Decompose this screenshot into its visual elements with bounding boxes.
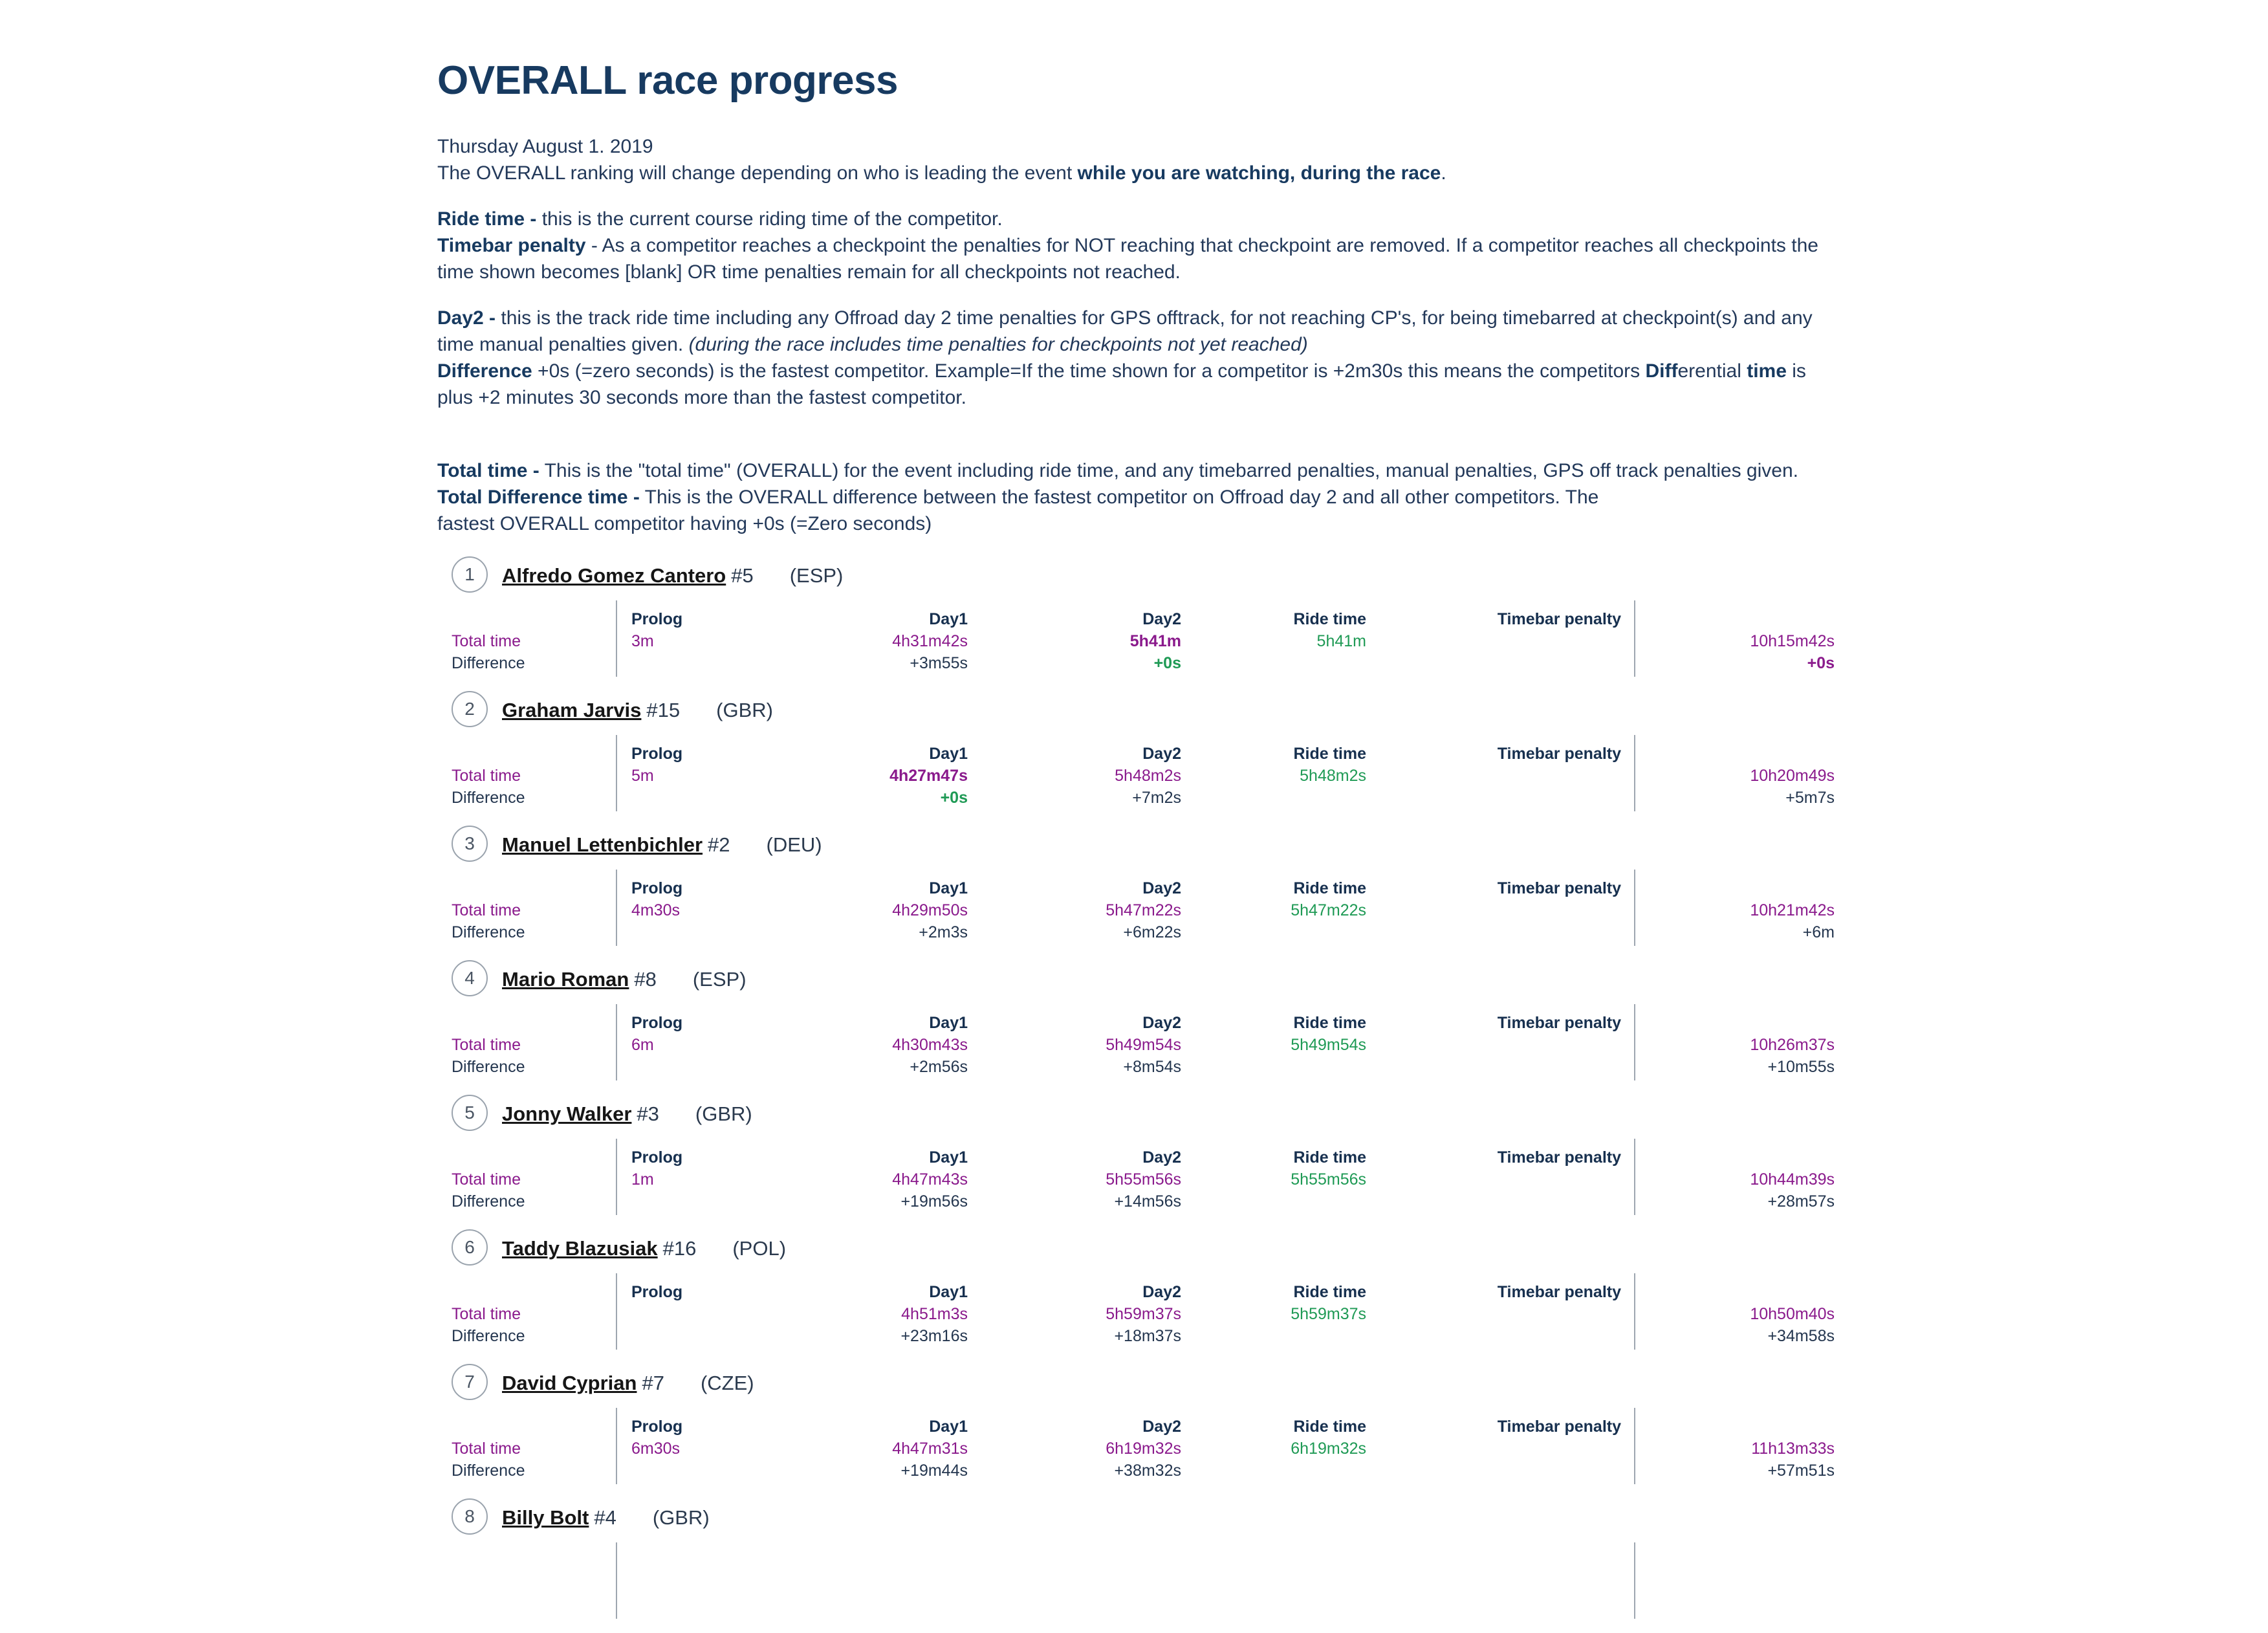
rider-entry — [437, 1229, 1841, 1364]
total-difference-value: +6m — [1802, 923, 1835, 941]
rider-heading — [502, 697, 773, 723]
difference-label: Difference — [452, 1058, 525, 1076]
day1-header: Day1 — [929, 1148, 968, 1167]
rider-entry — [437, 1364, 1841, 1498]
rider-country: (ESP) — [692, 968, 747, 991]
day1-difference: +2m56s — [910, 1058, 968, 1076]
rider-heading — [502, 967, 747, 992]
rider-country: (POL) — [732, 1237, 787, 1260]
rank-badge: 3 — [452, 826, 488, 862]
divider — [1634, 1542, 1635, 1619]
rider-number: #8 — [634, 968, 657, 991]
ride-time-value: 5h59m37s — [1291, 1305, 1366, 1323]
rider-heading — [502, 563, 843, 589]
rider-results — [437, 1408, 1841, 1484]
rank-badge: 2 — [452, 691, 488, 727]
total-time-value: 10h26m37s — [1750, 1036, 1835, 1054]
rank-badge: 5 — [452, 1095, 488, 1131]
day1-value: 4h29m50s — [892, 901, 968, 919]
total-time-value: 10h21m42s — [1750, 901, 1835, 919]
day2-difference: +14m56s — [1114, 1192, 1181, 1211]
rider-name-link[interactable]: Alfredo Gomez Cantero — [502, 564, 726, 587]
page — [437, 52, 1841, 1633]
ride-time-header: Ride time — [1293, 1418, 1366, 1436]
ride-time-text: this is the current course riding time of the competitor. — [536, 208, 1003, 230]
rider-entry — [437, 826, 1841, 960]
day1-value: 4h47m43s — [892, 1170, 968, 1189]
rider-country: (CZE) — [700, 1372, 754, 1394]
day2-definition — [437, 305, 1841, 411]
ride-time-header: Ride time — [1293, 1014, 1366, 1032]
day2-value: 5h55m56s — [1106, 1170, 1181, 1189]
difference-text-2: erential — [1677, 360, 1747, 382]
total-time-label: Total time — [452, 901, 521, 919]
ride-time-header: Ride time — [1293, 1148, 1366, 1167]
prolog-header: Prolog — [631, 745, 683, 763]
rider-name-link[interactable]: David Cyprian — [502, 1372, 637, 1394]
day2-difference: +8m54s — [1123, 1058, 1181, 1076]
ride-time-value: 5h49m54s — [1291, 1036, 1366, 1054]
difference-label: Difference — [452, 923, 525, 941]
day2-header: Day2 — [1142, 1148, 1181, 1167]
total-time-text: This is the "total time" (OVERALL) for the event including ride time, and any timebarred penalties, manual penalties, GPS off track penalties given. — [539, 460, 1798, 481]
prolog-value: 6m — [631, 1036, 654, 1054]
total-diff-text: This is the OVERALL difference between the fastest competitor on Offroad day 2 and all other competitors. The — [639, 487, 1599, 508]
divider — [616, 600, 617, 677]
timebar-header: Timebar penalty — [1497, 879, 1621, 897]
prolog-value: 3m — [631, 632, 654, 650]
ride-time-value: 5h41m — [1316, 632, 1366, 650]
prolog-value: 1m — [631, 1170, 654, 1189]
difference-text: +0s (=zero seconds) is the fastest competitor. Example=If the time shown for a competitor is +2m30s this means the competitors — [532, 360, 1646, 382]
day2-header: Day2 — [1142, 1418, 1181, 1436]
day1-value: 4h27m47s — [889, 767, 968, 785]
difference-bold-2: time — [1747, 360, 1787, 382]
day2-value: 5h59m37s — [1106, 1305, 1181, 1323]
rider-results — [437, 600, 1841, 677]
rider-number: #3 — [637, 1102, 659, 1125]
prolog-header: Prolog — [631, 1418, 683, 1436]
day1-header: Day1 — [929, 745, 968, 763]
timebar-header: Timebar penalty — [1497, 745, 1621, 763]
day1-difference: +19m44s — [900, 1462, 968, 1480]
rider-results — [437, 1139, 1841, 1215]
rider-results — [437, 1004, 1841, 1080]
rider-country: (GBR) — [716, 699, 773, 721]
ride-time-definition — [437, 206, 1841, 285]
divider — [616, 1542, 617, 1619]
ride-time-value: 6h19m32s — [1291, 1440, 1366, 1458]
rider-heading — [502, 1505, 710, 1531]
rider-name-link[interactable]: Graham Jarvis — [502, 699, 642, 721]
difference-bold: Diff — [1645, 360, 1678, 382]
day1-header: Day1 — [929, 610, 968, 628]
total-time-value: 11h13m33s — [1751, 1440, 1835, 1458]
day2-value: 6h19m32s — [1106, 1440, 1181, 1458]
day1-value: 4h51m3s — [901, 1305, 968, 1323]
divider — [616, 1004, 617, 1080]
difference-label: Difference — [452, 1327, 525, 1345]
timebar-header: Timebar penalty — [1497, 1148, 1621, 1167]
day2-header: Day2 — [1142, 1014, 1181, 1032]
total-difference-value: +10m55s — [1767, 1058, 1835, 1076]
rank-badge: 6 — [452, 1229, 488, 1266]
timebar-text: - As a competitor reaches a checkpoint the penalties for NOT reaching that checkpoint are removed. If a competitor reaches all checkpoints the time shown becomes [blank] OR time penalties remain for all checkpoints not reached. — [437, 235, 1818, 283]
rider-name-link[interactable]: Mario Roman — [502, 968, 629, 991]
divider — [616, 1273, 617, 1350]
ride-time-header: Ride time — [1293, 745, 1366, 763]
ranking-end: . — [1441, 162, 1446, 184]
prolog-header: Prolog — [631, 1148, 683, 1167]
timebar-header: Timebar penalty — [1497, 1283, 1621, 1301]
rider-name-link[interactable]: Manuel Lettenbichler — [502, 833, 703, 856]
day2-difference: +0s — [1153, 654, 1181, 672]
intro — [437, 133, 1841, 537]
day2-value: 5h47m22s — [1106, 901, 1181, 919]
day2-italic: (during the race includes time penalties for checkpoints not yet reached) — [688, 334, 1308, 355]
rider-name-link[interactable]: Taddy Blazusiak — [502, 1237, 658, 1260]
total-time-value: 10h50m40s — [1750, 1305, 1835, 1323]
timebar-term: Timebar penalty — [437, 235, 586, 256]
total-time-term: Total time - — [437, 460, 540, 481]
day2-value: 5h41m — [1129, 632, 1181, 650]
rider-results — [437, 735, 1841, 811]
page-title: OVERALL race progress — [437, 58, 898, 103]
rider-number: #16 — [662, 1237, 697, 1260]
total-diff-term: Total Difference time - — [437, 487, 640, 508]
total-time-value: 10h20m49s — [1750, 767, 1835, 785]
day1-difference: +19m56s — [900, 1192, 968, 1211]
day1-header: Day1 — [929, 1283, 968, 1301]
day2-difference: +6m22s — [1123, 923, 1181, 941]
day1-difference: +3m55s — [910, 654, 968, 672]
day2-header: Day2 — [1142, 745, 1181, 763]
difference-term: Difference — [437, 360, 532, 382]
prolog-header: Prolog — [631, 879, 683, 897]
day2-value: 5h48m2s — [1115, 767, 1181, 785]
rider-name-link[interactable]: Billy Bolt — [502, 1506, 589, 1529]
rider-entry — [437, 691, 1841, 826]
total-time-label: Total time — [452, 1170, 521, 1189]
total-time-value: 10h15m42s — [1750, 632, 1835, 650]
divider — [616, 735, 617, 811]
prolog-header: Prolog — [631, 610, 683, 628]
day1-difference: +0s — [940, 789, 968, 807]
day2-header: Day2 — [1142, 1283, 1181, 1301]
day1-header: Day1 — [929, 879, 968, 897]
rank-badge: 1 — [452, 556, 488, 593]
rider-number: #2 — [708, 833, 730, 856]
rank-badge: 7 — [452, 1364, 488, 1400]
rider-entry — [437, 1095, 1841, 1229]
ride-time-header: Ride time — [1293, 1283, 1366, 1301]
timebar-header: Timebar penalty — [1497, 1418, 1621, 1436]
rider-country: (GBR) — [652, 1506, 710, 1529]
rank-badge: 4 — [452, 960, 488, 996]
ride-time-value: 5h55m56s — [1291, 1170, 1366, 1189]
difference-label: Difference — [452, 1192, 525, 1211]
rider-country: (DEU) — [766, 833, 822, 856]
ride-time-value: 5h47m22s — [1291, 901, 1366, 919]
total-difference-value: +28m57s — [1767, 1192, 1835, 1211]
rider-country: (GBR) — [695, 1102, 752, 1125]
ride-time-value: 5h48m2s — [1300, 767, 1366, 785]
rider-heading — [502, 1236, 786, 1262]
prolog-value: 6m30s — [631, 1440, 681, 1458]
rider-list — [437, 556, 1841, 1633]
event-date: Thursday August 1. 2019 — [437, 136, 653, 157]
total-time-label: Total time — [452, 632, 521, 650]
total-time-value: 10h44m39s — [1750, 1170, 1835, 1189]
rider-number: #4 — [594, 1506, 616, 1529]
intro-date-block — [437, 133, 1841, 186]
prolog-header: Prolog — [631, 1283, 683, 1301]
rider-results — [437, 1273, 1841, 1350]
ride-time-term: Ride time - — [437, 208, 537, 230]
total-diff-text-2: fastest OVERALL competitor having +0s (=Zero seconds) — [437, 513, 932, 534]
rider-heading — [502, 1370, 754, 1396]
difference-label: Difference — [452, 654, 525, 672]
day2-header: Day2 — [1142, 610, 1181, 628]
prolog-header: Prolog — [631, 1014, 683, 1032]
rider-number: #15 — [646, 699, 681, 721]
rider-heading — [502, 1101, 752, 1127]
total-time-label: Total time — [452, 1036, 521, 1054]
difference-label: Difference — [452, 1462, 525, 1480]
day2-term: Day2 - — [437, 307, 496, 329]
prolog-value: 4m30s — [631, 901, 681, 919]
rider-entry — [437, 960, 1841, 1095]
day2-difference: +7m2s — [1132, 789, 1181, 807]
rider-results — [437, 1542, 1841, 1619]
rider-number: #7 — [642, 1372, 664, 1394]
prolog-value: 5m — [631, 767, 654, 785]
rider-name-link[interactable]: Jonny Walker — [502, 1102, 632, 1125]
rider-entry — [437, 1498, 1841, 1633]
day1-value: 4h47m31s — [892, 1440, 968, 1458]
divider — [616, 870, 617, 946]
day2-difference: +38m32s — [1114, 1462, 1181, 1480]
total-difference-value: +0s — [1807, 654, 1835, 672]
day2-value: 5h49m54s — [1106, 1036, 1181, 1054]
day1-value: 4h31m42s — [892, 632, 968, 650]
divider — [616, 1408, 617, 1484]
total-difference-value: +57m51s — [1767, 1462, 1835, 1480]
day2-text: this is the track ride time including any Offroad day 2 time penalties for GPS offtrack, for not reaching CP's, for being timebarred at checkpoint(s) and any time manual penalties given. — [437, 307, 1813, 355]
day1-difference: +23m16s — [900, 1327, 968, 1345]
day1-difference: +2m3s — [919, 923, 968, 941]
ride-time-header: Ride time — [1293, 879, 1366, 897]
rider-number: #5 — [731, 564, 754, 587]
day2-difference: +18m37s — [1114, 1327, 1181, 1345]
total-time-label: Total time — [452, 1440, 521, 1458]
difference-label: Difference — [452, 789, 525, 807]
ranking-bold: while you are watching, during the race — [1077, 162, 1441, 184]
day2-header: Day2 — [1142, 879, 1181, 897]
difference-text-3: is plus +2 minutes 30 seconds more than the fastest competitor. — [437, 360, 1806, 408]
total-time-definition — [437, 457, 1841, 537]
timebar-header: Timebar penalty — [1497, 610, 1621, 628]
rank-badge: 8 — [452, 1498, 488, 1535]
day1-value: 4h30m43s — [892, 1036, 968, 1054]
total-difference-value: +5m7s — [1785, 789, 1835, 807]
total-time-label: Total time — [452, 767, 521, 785]
timebar-header: Timebar penalty — [1497, 1014, 1621, 1032]
rider-heading — [502, 832, 822, 858]
ride-time-header: Ride time — [1293, 610, 1366, 628]
rider-country: (ESP) — [789, 564, 844, 587]
total-time-label: Total time — [452, 1305, 521, 1323]
day1-header: Day1 — [929, 1014, 968, 1032]
divider — [616, 1139, 617, 1215]
total-difference-value: +34m58s — [1767, 1327, 1835, 1345]
day1-header: Day1 — [929, 1418, 968, 1436]
rider-results — [437, 870, 1841, 946]
ranking-text: The OVERALL ranking will change depending on who is leading the event — [437, 162, 1078, 184]
rider-entry — [437, 556, 1841, 691]
